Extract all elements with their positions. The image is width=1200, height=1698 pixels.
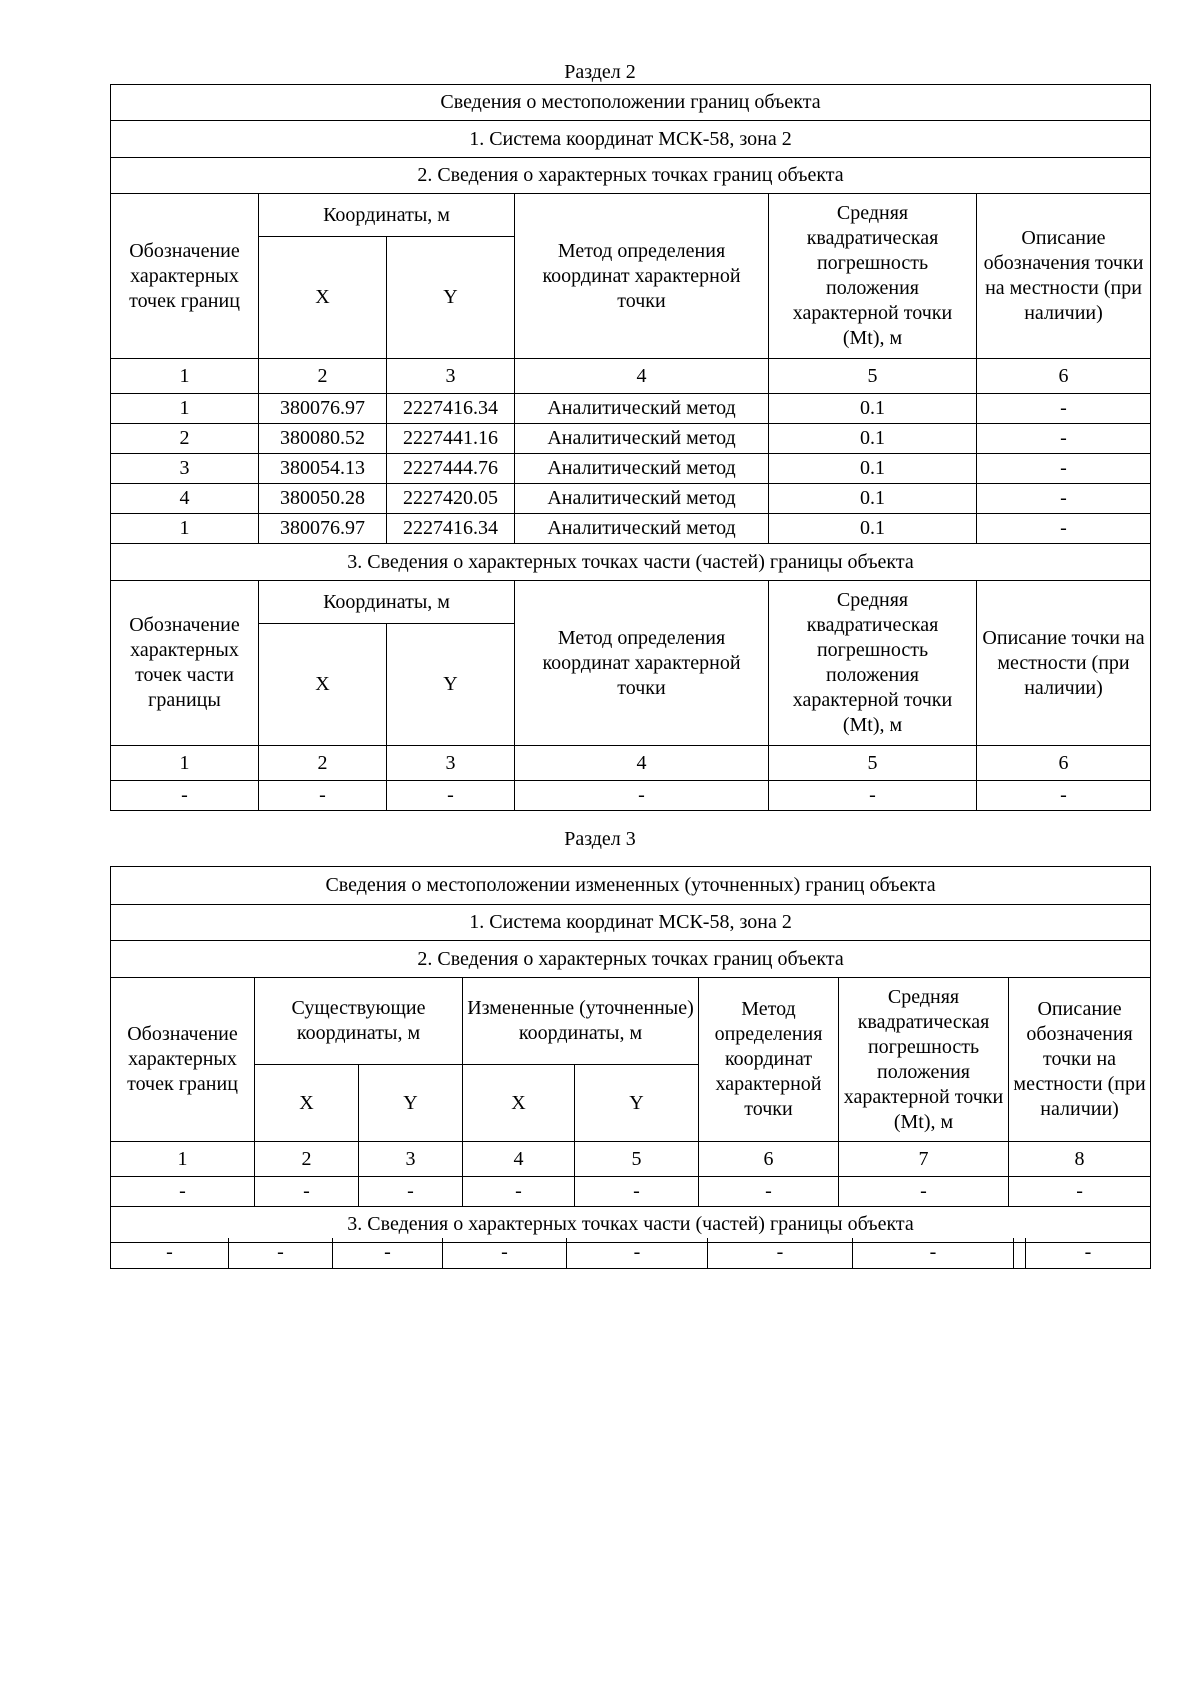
s3-col-existing-header: Существующие координаты, м (255, 978, 463, 1065)
cell: - (769, 781, 977, 811)
column-number: 4 (463, 1142, 575, 1177)
parts-col-coords-header: Координаты, м (259, 581, 515, 624)
table-row (111, 394, 1151, 424)
point-id: 3 (111, 454, 259, 484)
section2-table (110, 84, 1151, 811)
parts-col-description-header: Описание точки на местности (при наличии) (977, 581, 1151, 746)
coord-x: 380080.52 (259, 424, 387, 454)
cell: - (111, 1177, 255, 1207)
method: Аналитический метод (515, 484, 769, 514)
description: - (977, 454, 1151, 484)
table-row (111, 781, 1151, 811)
col-coords-header: Координаты, м (259, 194, 515, 237)
parts-col-x-header: X (259, 624, 387, 746)
coord-x: 380076.97 (259, 394, 387, 424)
error: 0.1 (769, 514, 977, 544)
s3-col-changed-header: Измененные (уточненные) координаты, м (463, 978, 699, 1065)
method: Аналитический метод (515, 394, 769, 424)
coord-y: 2227444.76 (387, 454, 515, 484)
column-number: 2 (259, 359, 387, 394)
table-row (111, 424, 1151, 454)
s3-col-existing-x-header: X (255, 1065, 359, 1142)
section3-table (110, 866, 1151, 1243)
cell: - (255, 1177, 359, 1207)
col-y-header: Y (387, 237, 515, 359)
column-number: 4 (515, 359, 769, 394)
cell: - (387, 781, 515, 811)
parts-col-designation-header: Обозначение характерных точек части границы (111, 581, 259, 746)
column-number: 1 (111, 746, 259, 781)
s3-col-error-header: Средняя квадратическая погрешность положения характерной точки (Mt), м (839, 978, 1009, 1142)
col-designation-header: Обозначение характерных точек границ (111, 194, 259, 359)
method: Аналитический метод (515, 424, 769, 454)
col-x-header: X (259, 237, 387, 359)
column-number: 3 (359, 1142, 463, 1177)
col-error-header: Средняя квадратическая погрешность положения характерной точки (Mt), м (769, 194, 977, 359)
coord-y: 2227416.34 (387, 514, 515, 544)
cell: - (1026, 1238, 1151, 1268)
error: 0.1 (769, 424, 977, 454)
column-number: 1 (111, 359, 259, 394)
method: Аналитический метод (515, 454, 769, 484)
section2-parts-title: 3. Сведения о характерных точках части (частей) границы объекта (111, 544, 1151, 581)
parts-col-error-header: Средняя квадратическая погрешность положения характерной точки (Mt), м (769, 581, 977, 746)
cell: - (977, 781, 1151, 811)
column-number: 5 (769, 746, 977, 781)
cell: - (839, 1177, 1009, 1207)
parts-col-method-header: Метод определения координат характерной точки (515, 581, 769, 746)
column-number: 2 (255, 1142, 359, 1177)
cell: - (699, 1177, 839, 1207)
section2-title: Раздел 2 (564, 61, 636, 83)
description: - (977, 424, 1151, 454)
cell: - (463, 1177, 575, 1207)
coord-y: 2227441.16 (387, 424, 515, 454)
cell: - (567, 1238, 708, 1268)
description: - (977, 514, 1151, 544)
coord-x: 380050.28 (259, 484, 387, 514)
table-row (111, 1177, 1151, 1207)
column-number: 7 (839, 1142, 1009, 1177)
cell: - (111, 781, 259, 811)
cell: - (229, 1238, 333, 1268)
cell: - (1009, 1177, 1151, 1207)
column-number: 6 (699, 1142, 839, 1177)
table-row (111, 1238, 1151, 1268)
s3-col-designation-header: Обозначение характерных точек границ (111, 978, 255, 1142)
column-number: 3 (387, 359, 515, 394)
method: Аналитический метод (515, 514, 769, 544)
coord-y: 2227416.34 (387, 394, 515, 424)
s3-col-description-header: Описание обозначения точки на местности (при наличии) (1009, 978, 1151, 1142)
coord-x: 380076.97 (259, 514, 387, 544)
column-number: 2 (259, 746, 387, 781)
column-number: 6 (977, 746, 1151, 781)
s3-col-changed-x-header: X (463, 1065, 575, 1142)
cell: - (515, 781, 769, 811)
s3-col-existing-y-header: Y (359, 1065, 463, 1142)
section3-title: Раздел 3 (564, 828, 636, 850)
column-numbers-row (111, 746, 1151, 781)
section3-parts-table (110, 1238, 1151, 1269)
column-number: 6 (977, 359, 1151, 394)
description: - (977, 484, 1151, 514)
col-method-header: Метод определения координат характерной точки (515, 194, 769, 359)
coord-x: 380054.13 (259, 454, 387, 484)
cell: - (575, 1177, 699, 1207)
section3-coord-system: 1. Система координат МСК-58, зона 2 (111, 905, 1151, 941)
column-numbers-row (111, 1142, 1151, 1177)
point-id: 2 (111, 424, 259, 454)
cell: - (853, 1238, 1014, 1268)
cell (1014, 1238, 1026, 1268)
point-id: 4 (111, 484, 259, 514)
s3-col-changed-y-header: Y (575, 1065, 699, 1142)
column-number: 5 (769, 359, 977, 394)
cell: - (708, 1238, 853, 1268)
cell: - (259, 781, 387, 811)
description: - (977, 394, 1151, 424)
section2-header: Сведения о местоположении границ объекта (111, 85, 1151, 121)
table-row (111, 484, 1151, 514)
table-row (111, 514, 1151, 544)
s3-col-method-header: Метод определения координат характерной точки (699, 978, 839, 1142)
section3-points-title: 2. Сведения о характерных точках границ объекта (111, 941, 1151, 978)
col-description-header: Описание обозначения точки на местности (при наличии) (977, 194, 1151, 359)
point-id: 1 (111, 394, 259, 424)
error: 0.1 (769, 394, 977, 424)
coord-y: 2227420.05 (387, 484, 515, 514)
cell: - (359, 1177, 463, 1207)
column-numbers-row (111, 359, 1151, 394)
cell: - (333, 1238, 443, 1268)
column-number: 4 (515, 746, 769, 781)
section3-header: Сведения о местоположении измененных (уточненных) границ объекта (111, 867, 1151, 905)
table-row (111, 454, 1151, 484)
section3-parts-title: 3. Сведения о характерных точках части (частей) границы объекта (111, 1207, 1151, 1243)
cell: - (111, 1238, 229, 1268)
column-number: 5 (575, 1142, 699, 1177)
section2-coord-system: 1. Система координат МСК-58, зона 2 (111, 121, 1151, 158)
error: 0.1 (769, 454, 977, 484)
column-number: 8 (1009, 1142, 1151, 1177)
cell: - (443, 1238, 567, 1268)
column-number: 1 (111, 1142, 255, 1177)
point-id: 1 (111, 514, 259, 544)
parts-col-y-header: Y (387, 624, 515, 746)
column-number: 3 (387, 746, 515, 781)
section2-points-title: 2. Сведения о характерных точках границ объекта (111, 158, 1151, 194)
error: 0.1 (769, 484, 977, 514)
